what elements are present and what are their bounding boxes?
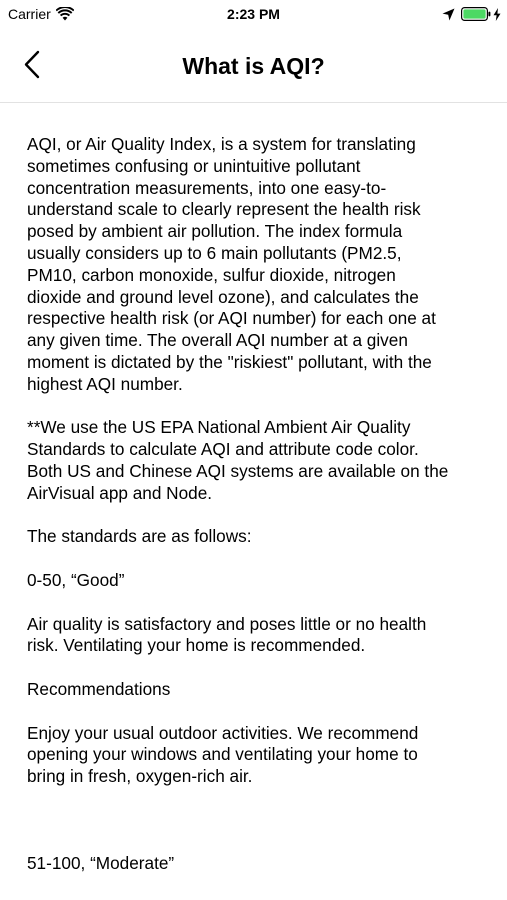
navigation-bar (0, 28, 507, 103)
carrier-label: Carrier (8, 6, 51, 22)
standards-intro: The standards are as follows: (27, 526, 252, 547)
aqi-info-content (27, 134, 485, 897)
moderate-range-heading: 51-100, “Moderate” (27, 853, 175, 874)
good-range-heading: 0-50, “Good” (27, 569, 125, 590)
status-icons (442, 6, 501, 22)
aqi-intro-paragraph: AQI, or Air Quality Index, is a system for translating sometimes confusing or unintuitive pollutant concentration measurements, into one easy-to- understand scale to clearly represent the health risk posed by ambient air pollution. The index formula usually considers up to 6 main pollutants (PM2.5, PM10, carbon monoxide, sulfur dioxide, nitrogen dioxide and ground level ozone), and calculates the respective health risk (or AQI number) for each one at any given time. The overall AQI number at a given moment is dictated by the "riskiest" pollutant, with the highest AQI number. (27, 134, 436, 394)
good-description: Air quality is satisfactory and poses little or no health risk. Ventilating your home is recommended. (27, 613, 427, 656)
location-icon (442, 8, 455, 21)
battery-icon (461, 7, 491, 21)
page-title: What is AQI? (182, 53, 325, 79)
epa-note-paragraph: **We use the US EPA National Ambient Air Quality Standards to calculate AQI and attribute code color. Both US and Chinese AQI systems are available on the AirVisual app and Node. (27, 417, 449, 503)
status-bar (0, 0, 507, 28)
charging-icon (493, 8, 501, 21)
good-recommendation: Enjoy your usual outdoor activities. We recommend opening your windows and ventilating your home to bring in fresh, oxygen-rich air. (27, 722, 419, 787)
recommendations-heading: Recommendations (27, 678, 171, 699)
status-time: 2:23 PM (227, 6, 280, 22)
